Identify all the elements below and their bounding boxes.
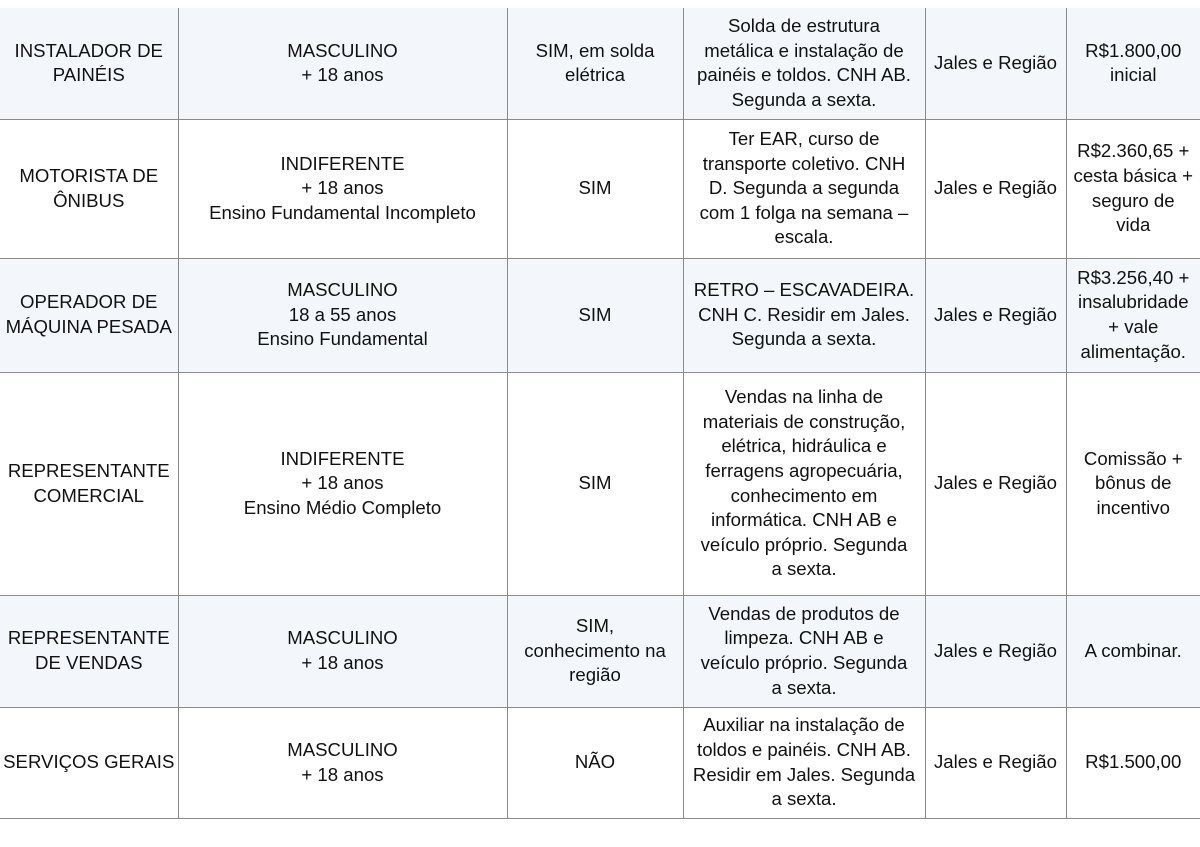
cell-experiencia: NÃO [507, 707, 683, 818]
cell-requisitos: INDIFERENTE + 18 anos Ensino Médio Completo [178, 372, 507, 595]
cell-salario: A combinar. [1066, 595, 1200, 707]
cell-descricao: Vendas de produtos de limpeza. CNH AB e veículo próprio. Segunda a sexta. [683, 595, 925, 707]
cell-descricao: Auxiliar na instalação de toldos e painéis. CNH AB. Residir em Jales. Segunda a sexta. [683, 707, 925, 818]
cell-descricao: Vendas na linha de materiais de construção, elétrica, hidráulica e ferragens agropecuária, conhecimento em informática. CNH AB e veículo próprio. Segunda a sexta. [683, 372, 925, 595]
cell-experiencia: SIM, em solda elétrica [507, 8, 683, 119]
cell-salario: R$1.500,00 [1066, 707, 1200, 818]
cell-experiencia: SIM [507, 258, 683, 372]
cell-salario: R$1.800,00 inicial [1066, 8, 1200, 119]
cell-funcao: REPRESENTANTE COMERCIAL [0, 372, 178, 595]
cell-requisitos: MASCULINO + 18 anos [178, 595, 507, 707]
job-row-operador [0, 258, 1200, 372]
cell-local: Jales e Região [925, 258, 1066, 372]
cell-descricao: Solda de estrutura metálica e instalação de painéis e toldos. CNH AB. Segunda a sexta. [683, 8, 925, 119]
cell-experiencia: SIM [507, 372, 683, 595]
cell-local: Jales e Região [925, 595, 1066, 707]
cell-requisitos: MASCULINO + 18 anos [178, 707, 507, 818]
cell-salario: Comissão + bônus de incentivo [1066, 372, 1200, 595]
cell-local: Jales e Região [925, 707, 1066, 818]
cell-salario: R$2.360,65 + cesta básica + seguro de vida [1066, 119, 1200, 258]
job-row-representante-comercial [0, 372, 1200, 595]
cell-experiencia: SIM, conhecimento na região [507, 595, 683, 707]
cell-requisitos: MASCULINO 18 a 55 anos Ensino Fundamental [178, 258, 507, 372]
cell-local: Jales e Região [925, 8, 1066, 119]
cell-descricao: Ter EAR, curso de transporte coletivo. CNH D. Segunda a segunda com 1 folga na semana – escala. [683, 119, 925, 258]
cell-local: Jales e Região [925, 372, 1066, 595]
cell-descricao: RETRO – ESCAVADEIRA. CNH C. Residir em Jales. Segunda a sexta. [683, 258, 925, 372]
job-listings-table [0, 8, 1200, 819]
job-row-motorista [0, 119, 1200, 258]
cell-funcao: REPRESENTANTE DE VENDAS [0, 595, 178, 707]
cell-funcao: INSTALADOR DE PAINÉIS [0, 8, 178, 119]
cell-salario: R$3.256,40 + insalubridade + vale alimentação. [1066, 258, 1200, 372]
job-row-instalador [0, 8, 1200, 119]
cell-requisitos: MASCULINO + 18 anos [178, 8, 507, 119]
cell-funcao: MOTORISTA DE ÔNIBUS [0, 119, 178, 258]
job-row-representante-vendas [0, 595, 1200, 707]
cell-local: Jales e Região [925, 119, 1066, 258]
cell-funcao: SERVIÇOS GERAIS [0, 707, 178, 818]
cell-experiencia: SIM [507, 119, 683, 258]
cell-requisitos: INDIFERENTE + 18 anos Ensino Fundamental Incompleto [178, 119, 507, 258]
job-row-servicos-gerais [0, 707, 1200, 818]
cell-funcao: OPERADOR DE MÁQUINA PESADA [0, 258, 178, 372]
